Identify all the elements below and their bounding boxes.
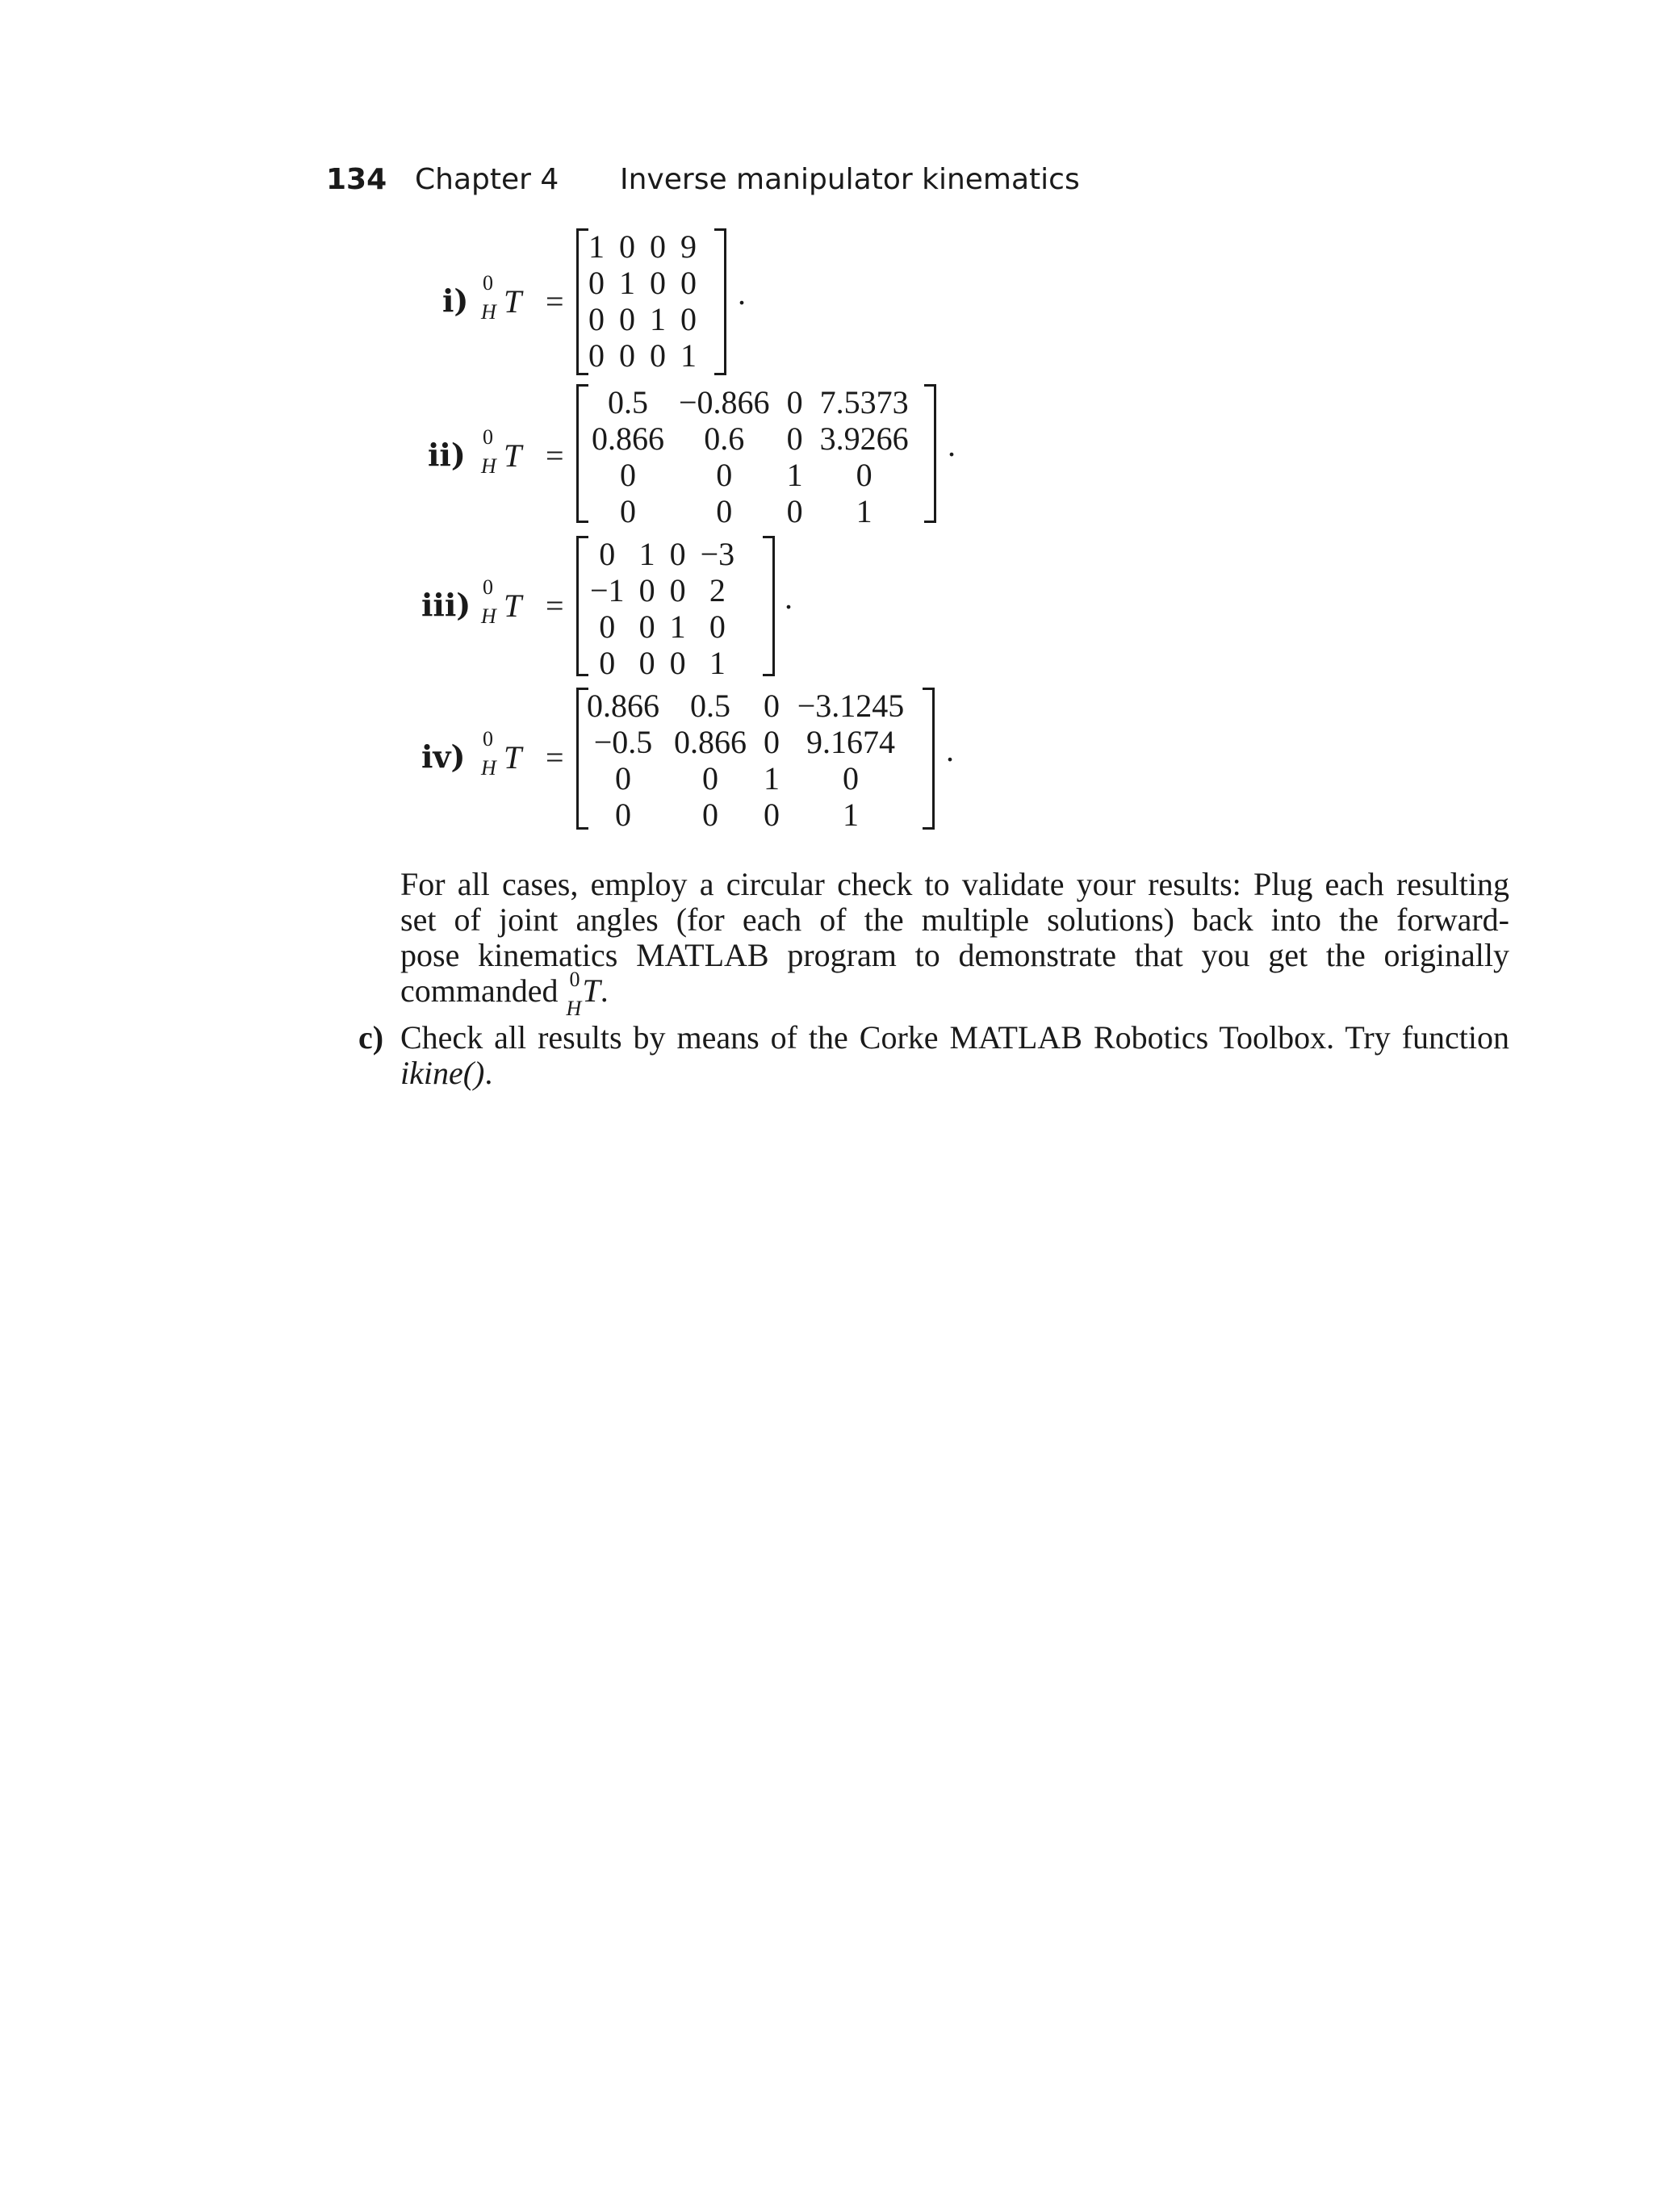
item-c (358, 1019, 1509, 1091)
matrix-entry: 0.5 (608, 384, 648, 420)
matrix-entry: 0.866 (587, 688, 659, 724)
matrix-entry: 0 (650, 228, 666, 265)
matrix-entry: 1 (588, 228, 605, 265)
paragraph-line: pose kinematics MATLAB program to demonstrate that you get the originally (400, 937, 1509, 973)
matrix-entry: 0 (709, 608, 726, 645)
right-bracket (923, 688, 935, 830)
matrix-entry: 0 (615, 797, 631, 833)
matrix-entry: −0.5 (593, 724, 653, 760)
matrix-entry: 0 (702, 797, 718, 833)
matrix-entry: 0 (615, 760, 631, 797)
matrix-entry: 9.1674 (806, 724, 895, 760)
matrix-entry: 7.5373 (819, 384, 909, 420)
matrix-entry: 1 (638, 536, 655, 572)
matrix-entry: 1 (843, 797, 859, 833)
matrix-entry: 9 (680, 228, 697, 265)
paragraph-line: For all cases, employ a circular check to validate your results: Plug each resulting (400, 866, 1509, 902)
item-label: c) (358, 1019, 384, 1056)
matrix-entry: 0.6 (704, 420, 745, 457)
matrix-entry: 0.5 (690, 688, 730, 724)
matrix-entry: 0 (650, 265, 666, 301)
matrix-entry: 0 (620, 493, 636, 529)
matrix-entry: 0 (716, 493, 733, 529)
matrix-entry: 1 (856, 493, 873, 529)
matrix-entry: 1 (764, 760, 780, 797)
matrix-entry: 0 (786, 384, 803, 420)
function-name: ikine() (400, 1055, 485, 1091)
paragraph-line: set of joint angles (for each of the multiple solutions) back into the forward- (400, 901, 1509, 938)
matrix-entry: 1 (680, 337, 697, 374)
matrix: 1 0 0 9 0 1 0 0 0 0 1 0 0 0 0 1 . (576, 228, 726, 375)
matrix-entry: 0 (680, 265, 697, 301)
matrix-entry: 0 (619, 301, 635, 337)
matrix-entry: 0 (702, 760, 718, 797)
matrix-entry: 0.866 (592, 420, 664, 457)
matrix-entry: 0 (764, 688, 780, 724)
matrix-entry: 0 (786, 493, 803, 529)
matrix-entry: 0 (638, 608, 655, 645)
chapter-title: Inverse manipulator kinematics (620, 163, 1080, 196)
matrix-entry: 0 (669, 645, 686, 681)
matrix-entry: 0 (599, 536, 616, 572)
matrix-entry: 1 (619, 265, 635, 301)
matrix-entry: 0 (669, 572, 686, 608)
matrix-entry: 0 (620, 457, 636, 493)
matrix-entry: −3.1245 (797, 688, 905, 724)
right-bracket (763, 536, 775, 676)
matrix-entry: 0.866 (674, 724, 747, 760)
item-c-line: ikine(). (400, 1055, 493, 1091)
matrix: 0.5 −0.866 0 7.5373 0.866 0.6 0 3.9266 0 0 1 0 0 0 0 1 . (576, 384, 936, 523)
matrix-entry: 0 (680, 301, 697, 337)
right-bracket (924, 384, 936, 523)
matrix-entry: −0.866 (679, 384, 770, 420)
matrix-entry: 3.9266 (819, 420, 909, 457)
matrix-entry: −3 (700, 536, 735, 572)
matrix-entry: 0 (716, 457, 733, 493)
page-number: 134 (326, 163, 387, 196)
matrix-entry: 0 (599, 608, 616, 645)
matrix: 0.866 0.5 0 −3.1245 −0.5 0.866 0 9.1674 0 0 1 0 0 0 0 1 . (576, 688, 935, 830)
matrix-entry: 0 (599, 645, 616, 681)
paragraph-line: commanded 0 H T. (400, 968, 609, 1020)
equation-label: iii) (421, 587, 471, 623)
matrix-entry: 0 (588, 337, 605, 374)
equation-label: i) (442, 282, 469, 319)
matrix-entry: 0 (638, 572, 655, 608)
matrix-entry: 0 (650, 337, 666, 374)
matrix-entry: 2 (709, 572, 726, 608)
matrix-entry: 0 (619, 228, 635, 265)
equation-label: iv) (421, 738, 466, 775)
matrix: 0 1 0 −3 −1 0 0 2 0 0 1 0 0 0 0 1 . (576, 536, 775, 676)
matrix-entry: 1 (669, 608, 686, 645)
equation-label: ii) (428, 437, 466, 473)
instruction-paragraph (400, 866, 1509, 1020)
chapter-label: Chapter 4 (415, 163, 559, 196)
right-bracket (714, 228, 726, 375)
matrix-entry: 0 (856, 457, 873, 493)
matrix-entry: 0 (786, 420, 803, 457)
matrix-entry: 0 (588, 265, 605, 301)
matrix-entry: 0 (638, 645, 655, 681)
matrix-entry: 1 (786, 457, 803, 493)
matrix-entry: 0 (619, 337, 635, 374)
transform-inline: 0 H T (566, 968, 601, 1020)
item-c-text: Check all results by means of the Corke MATLAB Robotics Toolbox. Try function (400, 1019, 1509, 1056)
matrix-entry: 0 (843, 760, 859, 797)
matrix-entry: 0 (669, 536, 686, 572)
matrix-entry: 0 (588, 301, 605, 337)
matrix-entry: 0 (764, 724, 780, 760)
matrix-entry: 1 (709, 645, 726, 681)
matrix-entry: 0 (764, 797, 780, 833)
matrix-entry: 1 (650, 301, 666, 337)
matrix-entry: −1 (590, 572, 625, 608)
